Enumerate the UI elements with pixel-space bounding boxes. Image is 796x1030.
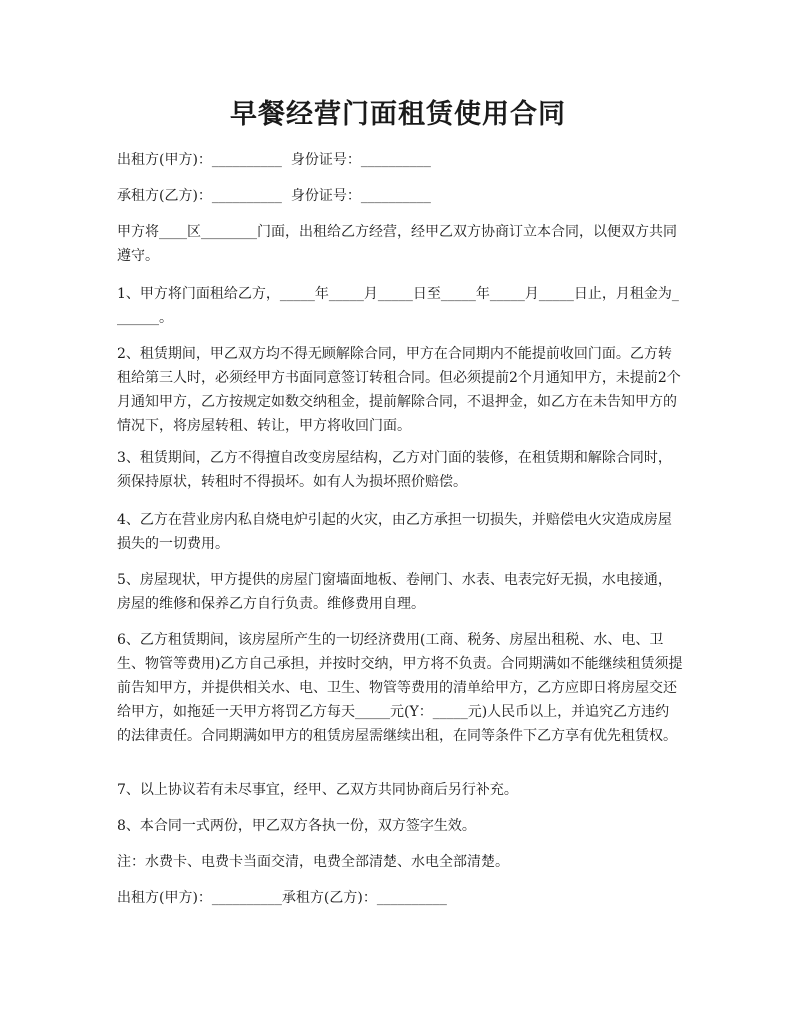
intro-paragraph: 甲方将____区________门面，出租给乙方经营，经甲乙双方协商订立本合同，以便双方共同遵守。 — [117, 224, 677, 264]
clause-1: 1、甲方将门面租给乙方，_____年_____月_____日至_____年_____月_____日止，月租金为_______。 — [117, 286, 679, 326]
lessee-line: 承租方(乙方)：__________ 身份证号：__________ — [117, 188, 431, 204]
lessor-line: 出租方(甲方)：__________ 身份证号：__________ — [117, 152, 431, 168]
clause-8: 8、本合同一式两份，甲乙双方各执一份，双方签字生效。 — [117, 818, 476, 834]
clause-7: 7、以上协议若有未尽事宜，经甲、乙双方共同协商后另行补充。 — [117, 782, 518, 798]
clause-6: 6、乙方租赁期间，该房屋所产生的一切经济费用(工商、税务、房屋出租税、水、电、卫生、物管等费用)乙方自己承担，并按时交纳，甲方将不负责。合同期满如不能继续租赁须提前告知甲方，并提供相关水、电、卫生、物管等费用的清单给甲方，乙方应即日将房屋交还给甲方，如拖延一天甲方将罚乙方每天_____元(Y：_____元)人民币以上，并追究乙方违约的法律责任。合同期满如甲方的租赁房屋需继续出租，在同等条件下乙方享有优先租赁权。 — [117, 632, 683, 744]
clause-2: 2、租赁期间，甲乙双方均不得无顾解除合同，甲方在合同期内不能提前收回门面。乙方转租给第三人时，必须经甲方书面同意签订转租合同。但必须提前2个月通知甲方，未提前2个月通知甲方，乙方按规定如数交纳租金，提前解除合同，不退押金，如乙方在未告知甲方的情况下，将房屋转租、转让，甲方将收回门面。 — [117, 346, 681, 434]
signature-line: 出租方(甲方)：__________承租方(乙方)：__________ — [117, 890, 447, 906]
note-line: 注：水费卡、电费卡当面交清，电费全部清楚、水电全部清楚。 — [117, 854, 509, 870]
clause-3: 3、租赁期间，乙方不得擅自改变房屋结构，乙方对门面的装修，在租赁期和解除合同时，须保持原状，转租时不得损坏。如有人为损坏照价赔偿。 — [117, 450, 672, 490]
clause-4: 4、乙方在营业房内私自烧电炉引起的火灾，由乙方承担一切损失，并赔偿电火灾造成房屋损失的一切费用。 — [117, 512, 672, 552]
page-title: 早餐经营门面租赁使用合同 — [230, 99, 566, 130]
clause-5: 5、房屋现状，甲方提供的房屋门窗墙面地板、卷闸门、水表、电表完好无损，水电接通，房屋的维修和保养乙方自行负责。维修费用自理。 — [117, 572, 672, 612]
